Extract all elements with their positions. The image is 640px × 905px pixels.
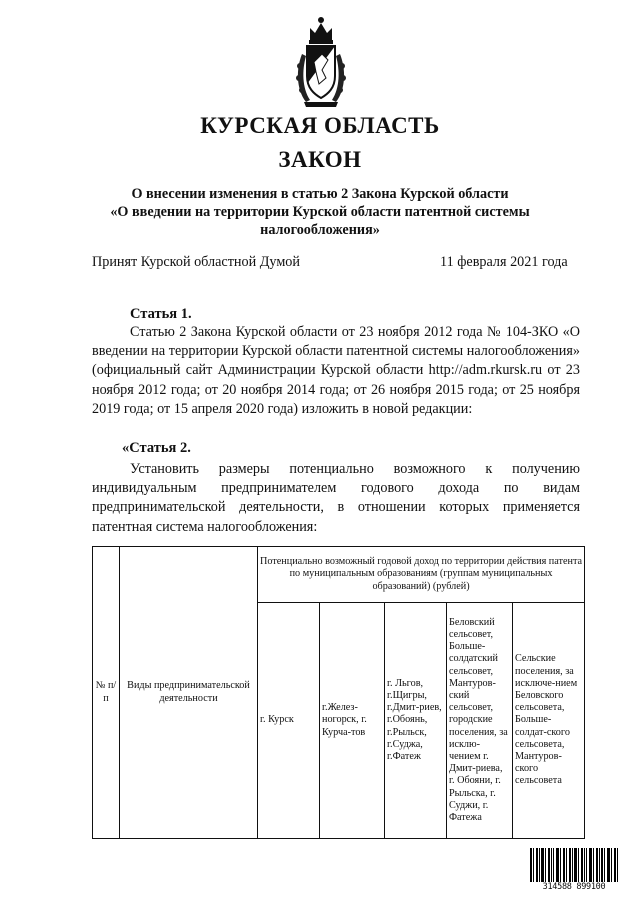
law-subtitle — [80, 185, 560, 239]
region-title: КУРСКАЯ ОБЛАСТЬ — [200, 113, 440, 138]
table-subcol-zheleznogorsk: г.Желез-ногорск, г. Курча-тов — [320, 603, 385, 839]
barcode-icon — [530, 848, 618, 882]
article-2-title: «Статья 2. — [122, 440, 191, 456]
subtitle-line: О внесении изменения в статью 2 Закона Курской области — [131, 186, 509, 202]
subtitle-line: налогообложения» — [260, 222, 380, 238]
article-2-text: Установить размеры потенциально возможного к получению индивидуальным предпринимателем годового дохода по видам предпринимательской деятельности, в отношении которых применяется патентная система налогообложения: — [92, 461, 580, 535]
income-table — [92, 546, 585, 839]
document-type-title: ЗАКОН — [278, 147, 362, 172]
barcode-number: 314588 899100 — [542, 882, 606, 892]
table-subcol-belovsky-group: Беловский сельсовет, Больше-солдатский сельсовет, Мантуров-ский сельсовет, городские поселения, за исклю-чением г. Дмит-риева, г. Обояни, г. Рыльска, г. Суджи, г. Фатежа — [447, 603, 513, 839]
coat-of-arms-emblem — [292, 14, 350, 110]
table-subcol-rural-settlements: Сельские поселения, за исключе-нием Беловского сельсовета, Больше-солдат-ского сельсовета, Мантуров-ского сельсовета — [513, 603, 585, 839]
table-subcol-kursk: г. Курск — [258, 603, 320, 839]
adoption-date: 11 февраля 2021 года — [440, 254, 568, 270]
adopted-by: Принят Курской областной Думой — [92, 254, 300, 270]
subtitle-line: «О введении на территории Курской области патентной системы — [110, 204, 530, 220]
table-header-activity-types: Виды предпринимательской деятельности — [120, 547, 258, 839]
article-1-text: Статью 2 Закона Курской области от 23 ноября 2012 года № 104-ЗКО «О введении на территории Курской области патентной системы налогообложения» (официальный сайт Администрации Курской области http://adm.rkursk.ru от 23 ноября 2012 года; от 20 ноября 2014 года; от 26 ноября 2015 года; от 25 ноября 2019 года; от 15 апреля 2020 года) изложить в новой редакции: — [92, 324, 580, 417]
table-header-number: № п/п — [93, 547, 120, 839]
table-header-income-group: Потенциально возможный годовой доход по территории действия патента по муниципальным образованиям (группам муниципальных образований) (рублей) — [258, 547, 585, 603]
table-subcol-lgov-group: г. Льгов, г.Щигры, г.Дмит-риев, г.Обоянь, г.Рыльск, г.Суджа, г.Фатеж — [385, 603, 447, 839]
article-1-title: Статья 1. — [130, 306, 192, 322]
